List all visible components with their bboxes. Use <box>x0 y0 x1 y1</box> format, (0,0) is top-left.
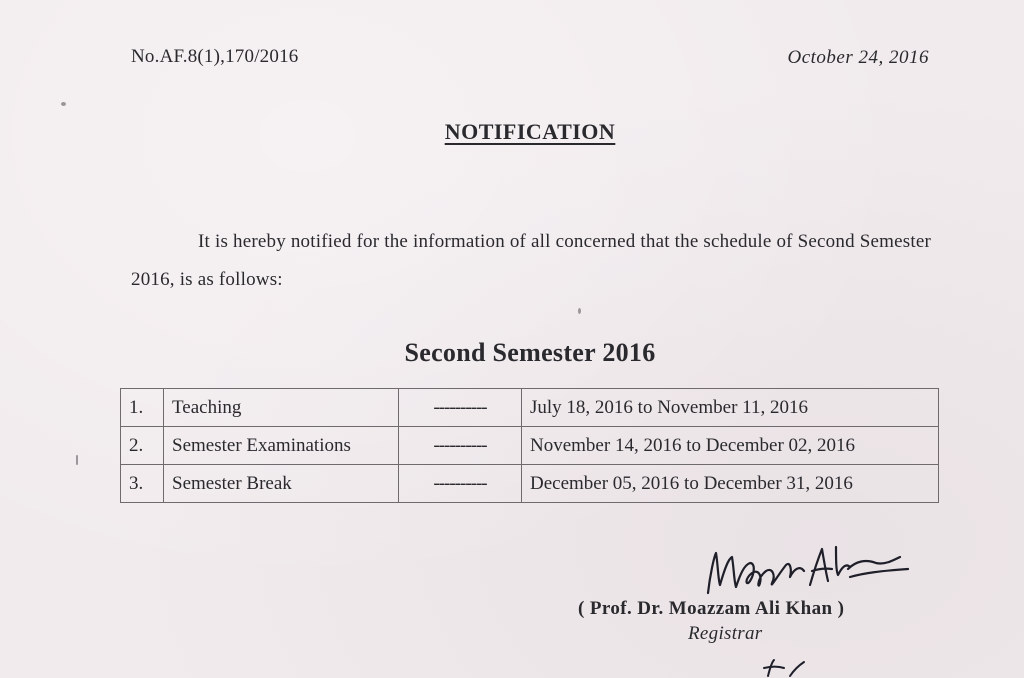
table-row <box>121 465 939 503</box>
row-separator: ---------- <box>399 465 522 503</box>
pen-mark <box>760 656 810 678</box>
schedule-title: Second Semester 2016 <box>404 338 656 367</box>
notification-paragraph: It is hereby notified for the information of all concerned that the schedule of Second Semester 2016, is as follows: <box>131 231 931 290</box>
row-date-range: November 14, 2016 to December 02, 2016 <box>522 427 939 465</box>
signatory-designation: Registrar <box>688 623 763 644</box>
table-row <box>121 389 939 427</box>
row-activity: Semester Examinations <box>164 427 399 465</box>
signatory-name: ( Prof. Dr. Moazzam Ali Khan ) <box>578 598 845 619</box>
row-number: 2. <box>121 427 164 465</box>
row-number: 3. <box>121 465 164 503</box>
row-number: 1. <box>121 389 164 427</box>
row-activity: Semester Break <box>164 465 399 503</box>
handwritten-signature <box>700 535 915 605</box>
reference-number: No.AF.8(1),170/2016 <box>131 46 299 67</box>
paper-speck <box>578 308 581 314</box>
row-activity: Teaching <box>164 389 399 427</box>
table-row <box>121 427 939 465</box>
row-date-range: July 18, 2016 to November 11, 2016 <box>522 389 939 427</box>
notification-date: October 24, 2016 <box>787 47 929 68</box>
row-date-range: December 05, 2016 to December 31, 2016 <box>522 465 939 503</box>
paper-speck <box>76 455 78 465</box>
notification-heading: NOTIFICATION <box>444 119 616 144</box>
row-separator: ---------- <box>399 389 522 427</box>
row-separator: ---------- <box>399 427 522 465</box>
paper-speck <box>61 102 66 106</box>
schedule-table <box>120 388 939 503</box>
